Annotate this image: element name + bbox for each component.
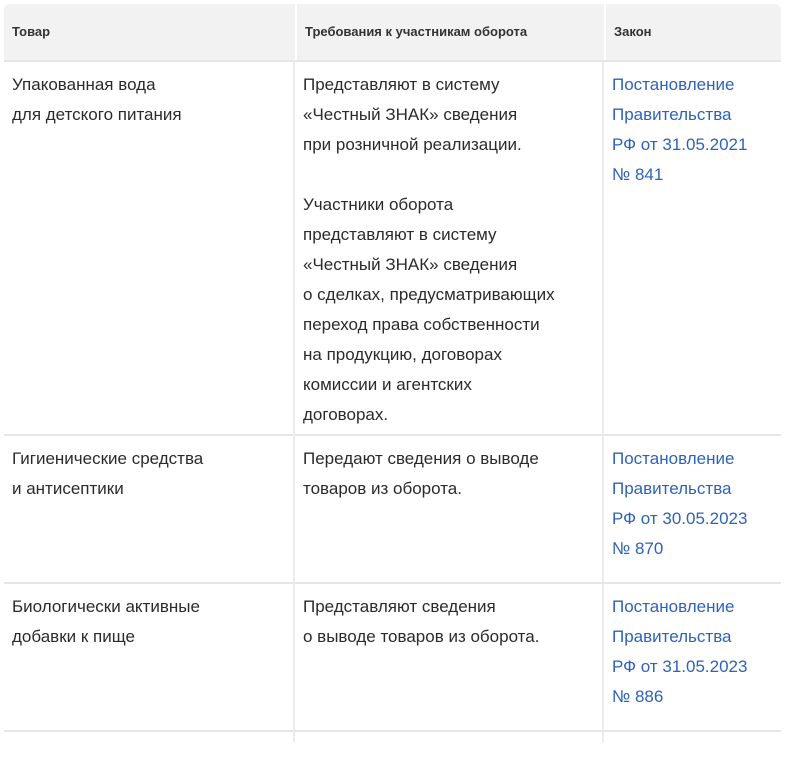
requirements-paragraph: Представляют сведения о выводе товаров из оборота. xyxy=(303,597,540,646)
product-cell: Биологически активные добавки к пище xyxy=(12,597,200,646)
table-row xyxy=(4,60,781,434)
requirements-cell xyxy=(293,62,602,446)
header-product: Товар xyxy=(12,24,51,39)
product-cell xyxy=(4,732,293,742)
law-cell xyxy=(602,436,785,582)
law-cell xyxy=(602,732,785,742)
table-row xyxy=(4,582,781,730)
requirements-cell xyxy=(293,584,602,730)
requirements-table xyxy=(4,4,781,742)
table-header xyxy=(4,4,781,60)
law-link[interactable]: Постановление Правительства РФ от 30.05.2023 № 870 xyxy=(612,449,748,558)
requirements-cell xyxy=(293,436,602,582)
product-cell: Упакованная вода для детского питания xyxy=(12,75,182,124)
law-link[interactable]: Постановление Правительства РФ от 31.05.2021 № 841 xyxy=(612,75,748,184)
requirements-paragraph: Передают сведения о выводе товаров из оборота. xyxy=(303,449,539,498)
header-requirements: Требования к участникам оборота xyxy=(295,4,602,60)
law-cell xyxy=(602,584,785,730)
table-row-partial xyxy=(4,730,781,742)
law-link[interactable]: Постановление Правительства РФ от 31.05.2023 № 886 xyxy=(612,597,748,706)
requirements-cell xyxy=(293,732,602,742)
product-cell: Гигиенические средства и антисептики xyxy=(12,449,204,498)
requirements-paragraph: Представляют в систему «Честный ЗНАК» сведения при розничной реализации. xyxy=(303,75,522,154)
requirements-paragraph: Участники оборота представляют в систему «Честный ЗНАК» сведения о сделках, предусматривающих переход права собственности на продукцию, договорах комиссии и агентских договорах. xyxy=(303,195,555,424)
law-cell xyxy=(602,62,785,446)
header-law: Закон xyxy=(604,4,785,60)
table-row xyxy=(4,434,781,582)
